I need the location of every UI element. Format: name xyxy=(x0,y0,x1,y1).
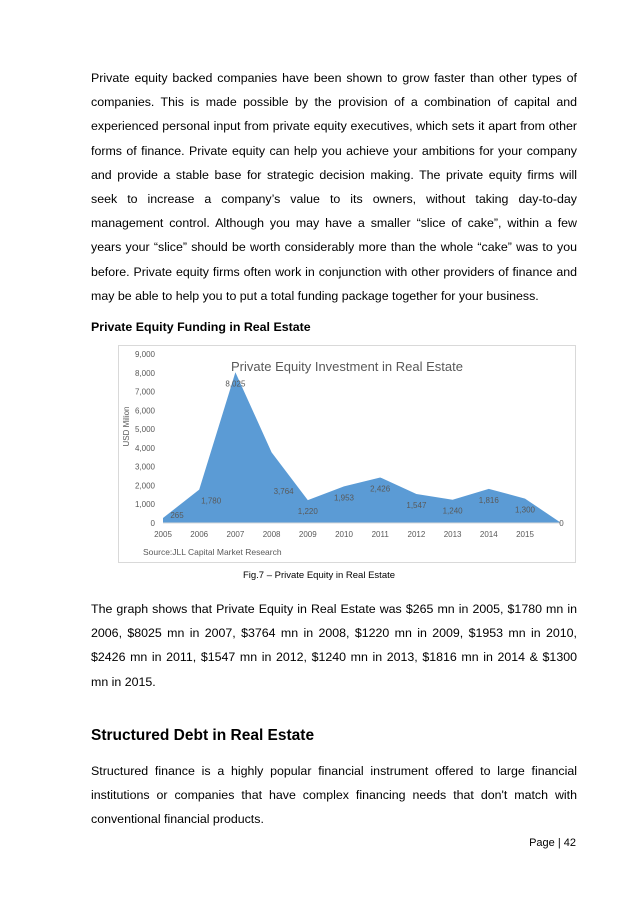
data-label: 8,025 xyxy=(225,379,246,389)
x-tick-label: 2012 xyxy=(407,530,426,539)
x-tick-label: 2007 xyxy=(226,530,245,539)
y-tick-label: 0 xyxy=(150,519,155,528)
y-tick-label: 9,000 xyxy=(134,350,155,359)
data-label: 1,780 xyxy=(201,496,222,506)
y-tick-label: 5,000 xyxy=(134,425,155,435)
chart-svg xyxy=(119,346,575,562)
y-tick-label: 8,000 xyxy=(134,368,155,378)
y-tick-label: 7,000 xyxy=(134,387,155,397)
data-label: 2,426 xyxy=(370,484,391,494)
y-tick-label: 1,000 xyxy=(134,500,155,510)
x-tick-label: 2009 xyxy=(298,530,317,539)
chart-title: Private Equity Investment in Real Estate xyxy=(231,359,463,374)
x-tick-label: 2006 xyxy=(190,530,209,539)
graph-summary-paragraph: The graph shows that Private Equity in Real Estate was $265 mn in 2005, $1780 mn in 2006, $8025 mn in 2007, $3764 mn in 2008, $1220 mn in 2009, $1953 mn in 2010, $2426 mn in 2011, $1547 mn in 2012, $1240 mn in 2013, $1816 mn in 2014 & $1300 mn in 2015. xyxy=(91,602,577,689)
data-label: 1,816 xyxy=(478,495,499,505)
chart-y-axis-label: USD Milion xyxy=(122,406,132,447)
x-tick-label: 2011 xyxy=(371,530,389,539)
x-tick-label: 2014 xyxy=(479,530,498,539)
pe-investment-chart xyxy=(118,345,576,563)
structured-finance-paragraph: Structured finance is a highly popular financial instrument offered to large financial institutions or companies that have complex financing needs that don't match with conventional financial products. xyxy=(91,764,577,827)
x-tick-label: 2008 xyxy=(262,530,281,539)
x-tick-label: 2015 xyxy=(516,530,534,539)
data-label: 1,547 xyxy=(406,500,427,510)
page-number: Page | 42 xyxy=(529,837,576,849)
data-label: 0 xyxy=(559,519,564,528)
x-tick-label: 2010 xyxy=(335,530,353,539)
area-series xyxy=(163,372,561,523)
data-label: 1,300 xyxy=(514,505,536,515)
data-label: 1,240 xyxy=(442,506,463,516)
data-label: 1,953 xyxy=(333,493,355,503)
y-tick-label: 2,000 xyxy=(134,481,155,491)
chart-source-note: Source:JLL Capital Market Research xyxy=(143,547,282,557)
data-label: 3,764 xyxy=(273,487,294,496)
y-tick-label: 6,000 xyxy=(134,406,155,416)
figure-caption: Fig.7 – Private Equity in Real Estate xyxy=(242,570,396,581)
x-tick-label: 2005 xyxy=(154,530,172,539)
data-label: 1,220 xyxy=(297,507,318,517)
section-heading-structured-debt: Structured Debt in Real Estate xyxy=(91,727,315,744)
intro-paragraph: Private equity backed companies have been shown to grow faster than other types of companies. This is made possible by the provision of a combination of capital and experienced personal input from private equity executives, which sets it apart from other forms of finance. Private equity can help you achieve your ambitions for your company and provide a stable base for strategic decision making. The private equity firms will seek to increase a company’s value to its owners, without taking day-to-day management control. Although you may have a smaller “slice of cake”, within a few years your “slice” should be worth considerably more than the whole “cake” was to you before. Private equity firms often work in conjunction with other providers of finance and may be able to help you to put a total funding package together for your business. xyxy=(91,71,577,303)
section-heading-pe-funding: Private Equity Funding in Real Estate xyxy=(91,320,311,334)
x-tick-label: 2013 xyxy=(443,530,462,539)
y-tick-label: 3,000 xyxy=(134,462,155,472)
data-label: 265 xyxy=(170,511,184,520)
y-tick-label: 4,000 xyxy=(134,443,155,453)
